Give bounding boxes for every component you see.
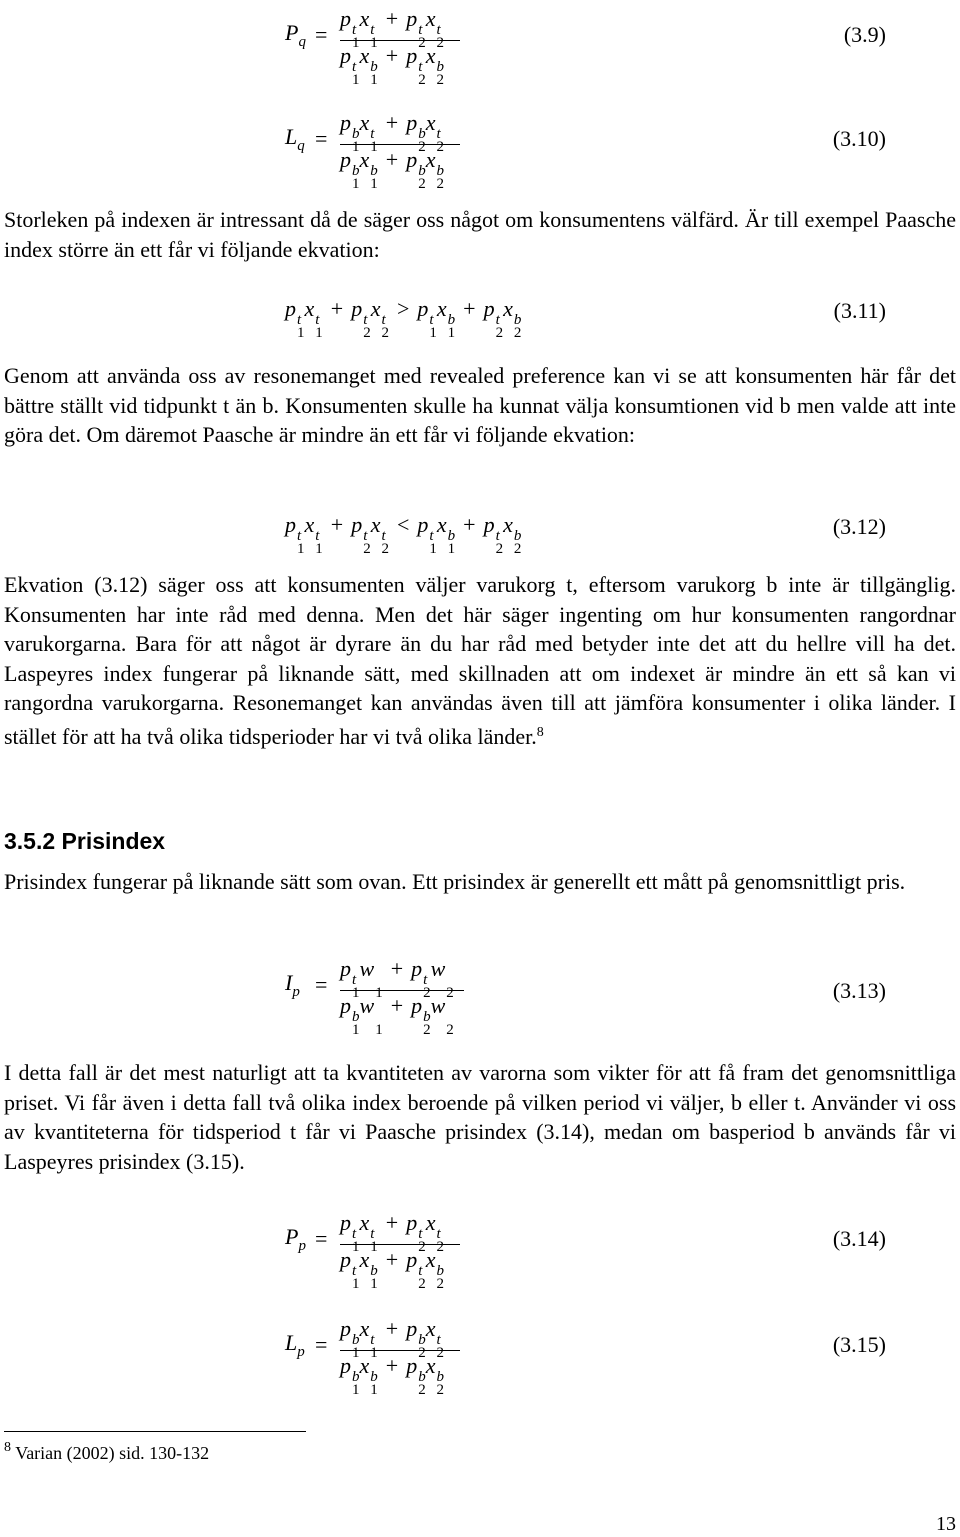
math-term: p t 2 bbox=[406, 6, 426, 51]
paragraph: Prisindex fungerar på liknande sätt som ovan. Ett prisindex är generellt ett mått på genomsnittligt pris. bbox=[4, 869, 906, 894]
math-term: x t 2 bbox=[425, 6, 444, 51]
math-term: x t 1 bbox=[304, 512, 323, 557]
footnote-reference[interactable]: 8 bbox=[536, 724, 544, 740]
math-term: x b 1 bbox=[436, 512, 456, 557]
equation-3-14: $P_p$ = p t 1 x t 1 + p t 2 x t 2 p t 1 x b 1 + p t 2 x b 2 bbox=[285, 1212, 885, 1282]
math-term: x t 1 bbox=[359, 1210, 378, 1255]
equation-3-15: $L_p$ = p b 1 x t 1 + p b 2 x t 2 p b 1 x b 1 + p b 2 x b 2 bbox=[285, 1318, 885, 1388]
eq-lhs-sub: p bbox=[292, 984, 300, 1000]
math-term: p t 2 bbox=[406, 43, 426, 88]
eq-lhs: L bbox=[285, 1330, 298, 1355]
math-term: x t 1 bbox=[304, 296, 323, 341]
math-term: p b 1 bbox=[340, 147, 360, 192]
eq-lhs-sub: p bbox=[298, 1238, 306, 1254]
math-term: x b 2 bbox=[425, 147, 444, 192]
equation-3-9: $P_q$ = p t 1 x t 1 + p t 2 x t 2 p t 1 x b 1 + p t 2 x b 2 bbox=[285, 8, 885, 78]
math-term: x b 1 bbox=[436, 296, 456, 341]
math-term: p b 2 bbox=[406, 1316, 426, 1361]
math-term: p t 1 bbox=[285, 296, 305, 341]
math-term: p t 2 bbox=[411, 956, 431, 1001]
math-term: p b 2 bbox=[406, 110, 426, 155]
math-term: p t 2 bbox=[483, 296, 504, 341]
paragraph: Ekvation (3.12) säger oss att konsumenten väljer varukorg t, eftersom varukorg b inte är tillgänglig. Konsumenten har inte råd med denna. Men det här säger ingenting om hur konsumenten rangordnar varukorgarna. Bara för att något är dyrare än du har råd med betyder inte det att du hellre vill ha det. Laspeyres index fungerar på liknande sätt, med skillnaden att om indexet är mindre än ett så kan vi rangordna varukorgarna. Resonemanget kan användas även till att jämföra konsumenter i olika länder. I stället för att ha två olika tidsperioder har vi två olika länder.$^8$ bbox=[4, 572, 956, 749]
math-term: p t 1 bbox=[417, 512, 437, 557]
math-term: p t 1 bbox=[340, 6, 360, 51]
math-term: p b 2 bbox=[406, 147, 426, 192]
footnote bbox=[4, 1440, 209, 1464]
math-term: x t 2 bbox=[425, 110, 444, 155]
math-term: x b 2 bbox=[503, 512, 522, 557]
math-term: p t 2 bbox=[351, 512, 371, 557]
math-term: p t 1 bbox=[285, 512, 305, 557]
equation-number: (3.10) bbox=[832, 126, 886, 151]
math-term: p t 1 bbox=[340, 1210, 360, 1255]
math-term: x b 1 bbox=[359, 1247, 378, 1292]
footnote-divider bbox=[4, 1431, 306, 1432]
paragraph: Genom att använda oss av resonemanget med revealed preference kan vi se att konsumenten här får det bättre ställt vid tidpunkt t än b. Konsumenten skulle ha kunnat välja konsumtionen vid b men valde att inte göra det. Om däremot Paasche är mindre än ett får vi följande ekvation: bbox=[4, 363, 956, 447]
equation-3-13: $I_p$ = p t 1 w 1 + p t 2 w 2 p b 1 w 1 + p b 2 w 2 bbox=[285, 958, 885, 1028]
math-term: x b 2 bbox=[425, 43, 444, 88]
math-term: p b 1 bbox=[340, 1316, 360, 1361]
math-term: x t 2 bbox=[425, 1210, 444, 1255]
math-term: x b 1 bbox=[359, 1353, 378, 1398]
math-term: x b 2 bbox=[425, 1247, 444, 1292]
fraction: p b 1 x t 1 + p b 2 x t 2 p b 1 x b 1 + p b 2 x b 2 bbox=[340, 1318, 460, 1385]
math-term: x b 2 bbox=[503, 296, 522, 341]
footnote-text: Varian (2002) sid. 130-132 bbox=[15, 1443, 210, 1463]
math-term: p t 2 bbox=[406, 1247, 426, 1292]
fraction: p t 1 x t 1 + p t 2 x t 2 p t 1 x b 1 + p t 2 x b 2 bbox=[340, 8, 460, 75]
math-term: p t 1 bbox=[340, 43, 360, 88]
equation-number: (3.11) bbox=[833, 298, 886, 323]
equation-number: (3.12) bbox=[832, 514, 886, 539]
math-term: p b 2 bbox=[411, 993, 431, 1038]
fraction: p t 1 w 1 + p t 2 w 2 p b 1 w 1 + p b 2 w 2 bbox=[340, 958, 464, 1025]
eq-lhs: P bbox=[285, 1224, 299, 1249]
math-term: x t 2 bbox=[425, 1316, 444, 1361]
equation-number: (3.15) bbox=[832, 1332, 886, 1357]
math-term: x t 1 bbox=[359, 6, 378, 51]
math-term: x t 2 bbox=[370, 296, 389, 341]
math-term: w 2 bbox=[430, 993, 454, 1038]
equation-number: (3.9) bbox=[843, 22, 886, 47]
fraction: p t 1 x t 1 + p t 2 x t 2 p t 1 x b 1 + p t 2 x b 2 bbox=[340, 1212, 460, 1279]
eq-lhs-sub: q bbox=[297, 138, 305, 154]
math-term: x t 2 bbox=[370, 512, 389, 557]
math-term: x b 1 bbox=[359, 43, 378, 88]
page-number: 13 bbox=[936, 1513, 956, 1535]
math-term: w 1 bbox=[359, 956, 383, 1001]
eq-lhs-sub: q bbox=[298, 34, 306, 50]
math-term: w 1 bbox=[359, 993, 383, 1038]
eq-lhs: L bbox=[285, 124, 298, 149]
math-term: p t 1 bbox=[417, 296, 437, 341]
math-term: x t 1 bbox=[359, 110, 378, 155]
math-term: x b 2 bbox=[425, 1353, 444, 1398]
math-term: p t 1 bbox=[340, 1247, 360, 1292]
section-heading: 3.5.2 Prisindex bbox=[4, 828, 166, 854]
math-term: p t 2 bbox=[406, 1210, 426, 1255]
eq-lhs-sub: p bbox=[297, 1344, 305, 1360]
equation-number: (3.14) bbox=[832, 1226, 886, 1251]
math-term: w 2 bbox=[430, 956, 454, 1001]
inequality-3-12: p t 1 x t 1 + p t 2 x t 2 < p t 1 x b 1 + p t 2 x b 2 bbox=[285, 512, 522, 557]
math-term: p t 1 bbox=[340, 956, 360, 1001]
equation-number: (3.13) bbox=[832, 978, 886, 1003]
paragraph: I detta fall är det mest naturligt att ta kvantiteten av varorna som vikter för att få fram det genomsnittliga priset. Vi får även i detta fall två olika index beroende på vilken period vi väljer, b eller t. Använder vi oss av kvantiteterna för tidsperiod t får vi Paasche prisindex (3.14), medan om basperiod b används får vi Laspeyres prisindex (3.15). bbox=[4, 1060, 956, 1174]
math-term: p t 2 bbox=[483, 512, 504, 557]
math-term: x t 1 bbox=[359, 1316, 378, 1361]
fraction: p b 1 x t 1 + p b 2 x t 2 p b 1 x b 1 + p b 2 x b 2 bbox=[340, 112, 460, 179]
eq-lhs: I bbox=[285, 970, 293, 995]
inequality-3-11: p t 1 x t 1 + p t 2 x t 2 > p t 1 x b 1 + p t 2 x b 2 bbox=[285, 296, 522, 341]
math-term: x b 1 bbox=[359, 147, 378, 192]
math-term: p t 2 bbox=[351, 296, 371, 341]
math-term: p b 1 bbox=[340, 110, 360, 155]
paragraph: Storleken på indexen är intressant då de säger oss något om konsumentens välfärd. Är till exempel Paasche index större än ett får vi följande ekvation: bbox=[4, 207, 956, 262]
math-term: p b 1 bbox=[340, 993, 360, 1038]
equation-3-10: $L_q$ = p b 1 x t 1 + p b 2 x t 2 p b 1 x b 1 + p b 2 x b 2 bbox=[285, 112, 885, 182]
footnote-mark: 8 bbox=[4, 1440, 11, 1455]
eq-lhs: P bbox=[285, 20, 299, 45]
math-term: p b 1 bbox=[340, 1353, 360, 1398]
math-term: p b 2 bbox=[406, 1353, 426, 1398]
